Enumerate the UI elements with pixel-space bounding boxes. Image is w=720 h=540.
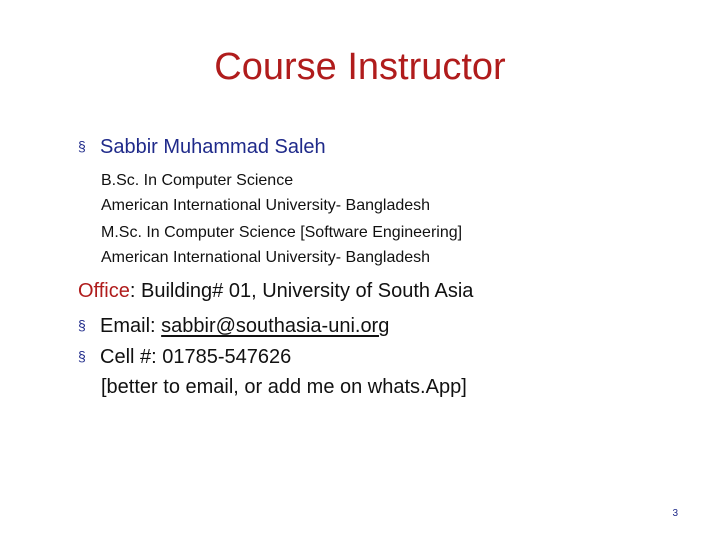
office-row xyxy=(78,280,473,303)
email-row xyxy=(78,315,389,338)
contact-note: [better to email, or add me on whats.App] xyxy=(101,376,467,398)
cell-separator: : xyxy=(151,346,157,368)
office-value: Building# 01, University of South Asia xyxy=(135,280,474,302)
credential-line: American International University- Bangladesh xyxy=(101,197,431,214)
cell-row xyxy=(78,346,291,369)
credential-line: American International University- Bangladesh xyxy=(101,249,431,266)
email-label: Email: xyxy=(100,315,156,337)
cell-label: Cell # xyxy=(100,346,152,368)
slide-title: Course Instructor xyxy=(214,46,506,88)
bullet-icon: § xyxy=(78,138,86,154)
credential-line: B.Sc. In Computer Science xyxy=(101,172,294,189)
instructor-name-row xyxy=(78,136,326,159)
bullet-icon: § xyxy=(78,348,86,364)
page-number: 3 xyxy=(672,508,678,519)
bullet-icon: § xyxy=(78,317,86,333)
email-link[interactable]: sabbir@southasia-uni.org xyxy=(161,315,390,337)
credential-line: M.Sc. In Computer Science [Software Engineering] xyxy=(101,224,463,241)
cell-value: 01785-547626 xyxy=(156,346,292,368)
instructor-name: Sabbir Muhammad Saleh xyxy=(100,136,326,158)
office-separator: : xyxy=(129,280,136,302)
office-label: Office xyxy=(78,280,130,302)
